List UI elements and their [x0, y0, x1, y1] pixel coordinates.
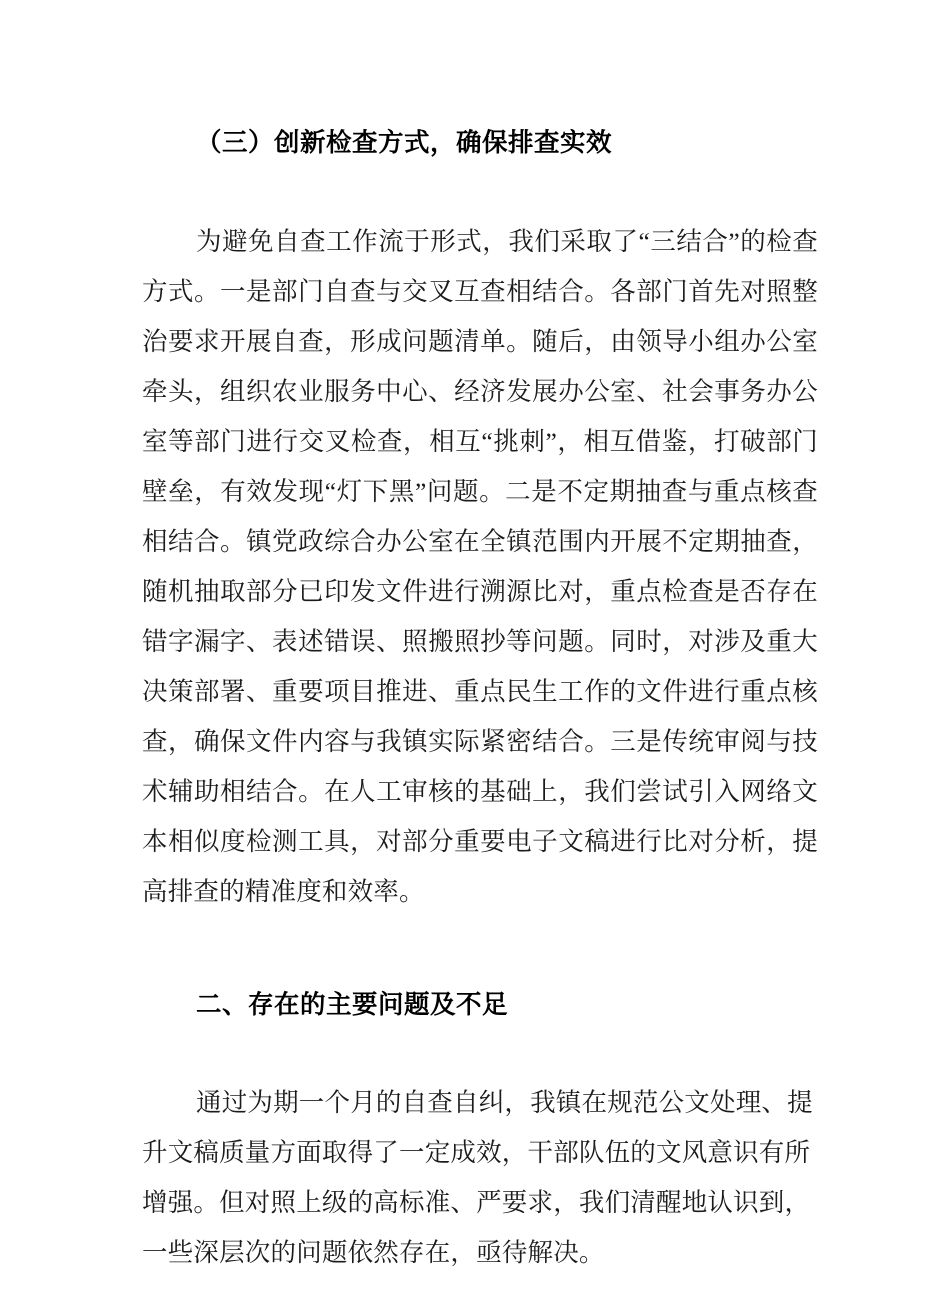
heading-paragraph-spacer-2 — [142, 1030, 818, 1052]
document-body — [142, 0, 818, 1303]
paragraph-heading-spacer — [142, 942, 818, 980]
paragraph-innovation-inspection: 为避免自查工作流于形式，我们采取了“三结合”的检查方式。一是部门自查与交叉互查相结合。各部门首先对照整治要求开展自查，形成问题清单。随后，由领导小组办公室牵头，组织农业服务中心、经济发展办公室、社会事务办公室等部门进行交叉检查，相互“挑刺”，相互借鉴，打破部门壁垒，有效发现“灯下黑”问题。二是不定期抽查与重点核查相结合。镇党政综合办公室在全镇范围内开展不定期抽查，随机抽取部分已印发文件进行溯源比对，重点检查是否存在错字漏字、表述错误、照搬照抄等问题。同时，对涉及重大决策部署、重要项目推进、重点民生工作的文件进行重点核查，确保文件内容与我镇实际紧密结合。三是传统审阅与技术辅助相结合。在人工审核的基础上，我们尝试引入网络文本相似度检测工具，对部分重要电子文稿进行比对分析，提高排查的精准度和效率。 — [142, 226, 818, 906]
heading-paragraph-spacer — [142, 168, 818, 191]
section-heading-three: （三）创新检查方式，确保排查实效 — [196, 128, 613, 158]
section-heading-two: 二、存在的主要问题及不足 — [196, 990, 509, 1020]
top-margin-spacer — [142, 0, 818, 118]
paragraph-main-problems: 通过为期一个月的自查自纠，我镇在规范公文处理、提升文稿质量方面取得了一定成效，干部队伍的文风意识有所增强。但对照上级的高标准、严要求，我们清醒地认识到，一些深层次的问题依然存在，亟待解决。 — [142, 1087, 813, 1267]
